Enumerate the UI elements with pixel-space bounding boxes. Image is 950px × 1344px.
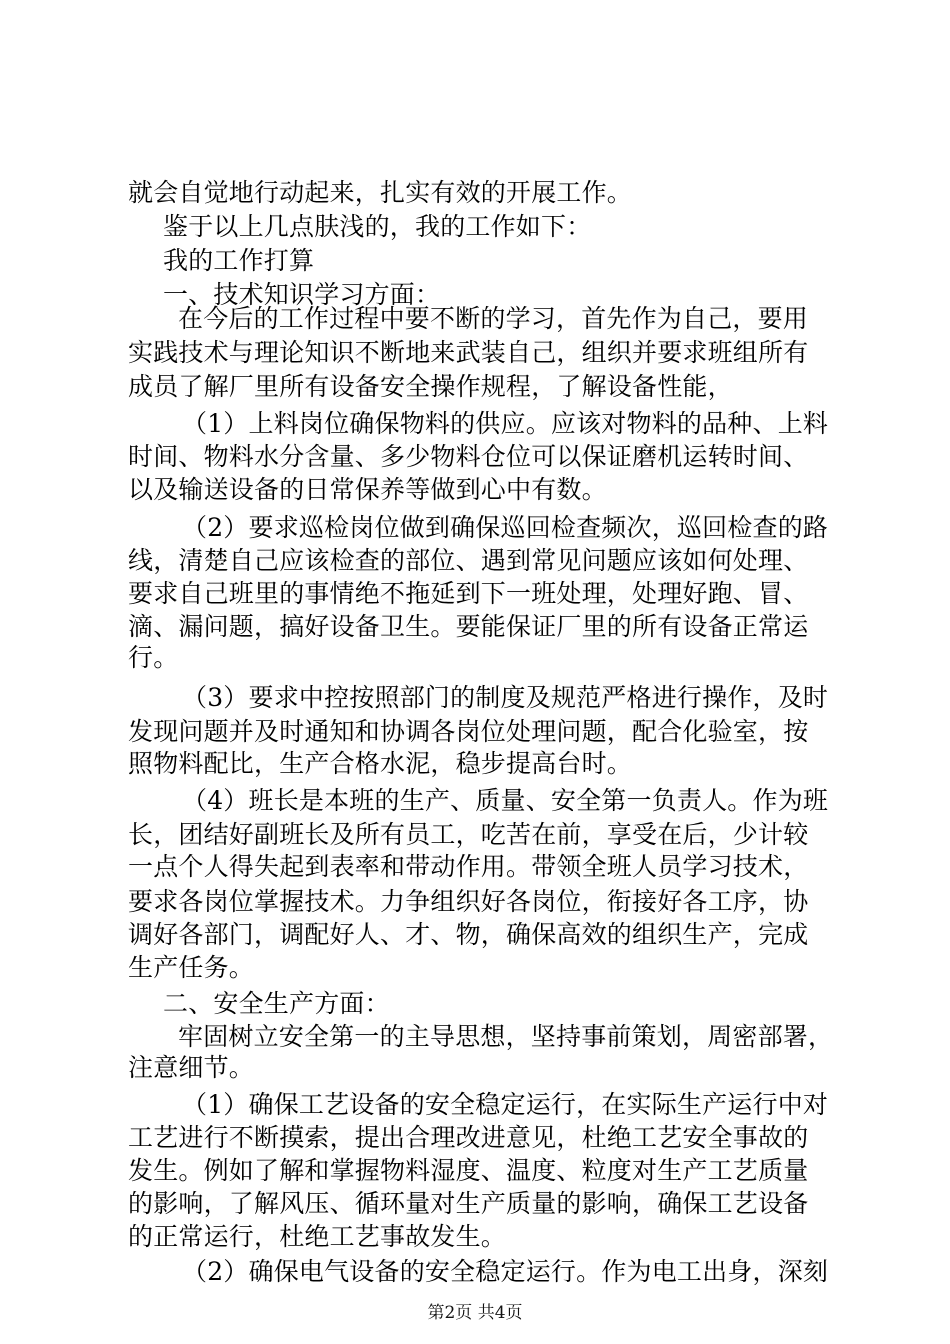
body-line: 长，团结好副班长及所有员工，吃苦在前，享受在后，少计较 xyxy=(128,820,809,849)
body-line: 鉴于以上几点肤浅的，我的工作如下： xyxy=(163,212,592,241)
body-line: 发生。例如了解和掌握物料湿度、温度、粒度对生产工艺质量 xyxy=(128,1156,809,1185)
body-line: 照物料配比，生产合格水泥，稳步提高台时。 xyxy=(128,749,633,778)
body-line: 就会自觉地行动起来，扎实有效的开展工作。 xyxy=(128,178,633,207)
section-heading: 我的工作打算 xyxy=(163,246,315,275)
list-item: （1）上料岗位确保物料的供应。应该对物料的品种、上料 xyxy=(182,409,829,438)
body-line: 滴、漏问题，搞好设备卫生。要能保证厂里的所有设备正常运 xyxy=(128,612,809,641)
body-line: 要求各岗位掌握技术。力争组织好各岗位，衔接好各工序，协 xyxy=(128,887,809,916)
body-line: 生产任务。 xyxy=(128,953,255,982)
body-line: 在今后的工作过程中要不断的学习，首先作为自己，要用 xyxy=(178,304,809,333)
list-item: （3）要求中控按照部门的制度及规范严格进行操作，及时 xyxy=(182,683,829,712)
body-line: 工艺进行不断摸索，提出合理改进意见，杜绝工艺安全事故的 xyxy=(128,1123,809,1152)
list-item: （2）要求巡检岗位做到确保巡回检查频次，巡回检查的路 xyxy=(182,513,829,542)
body-line: 行。 xyxy=(128,643,179,672)
body-line: 的正常运行，杜绝工艺事故发生。 xyxy=(128,1222,507,1251)
body-line: 一点个人得失起到表率和带动作用。带领全班人员学习技术， xyxy=(128,852,809,881)
body-line: 时间、物料水分含量、多少物料仓位可以保证磨机运转时间、 xyxy=(128,442,809,471)
body-line: 实践技术与理论知识不断地来武装自己，组织并要求班组所有 xyxy=(128,338,809,367)
list-item: （2）确保电气设备的安全稳定运行。作为电工出身，深刻 xyxy=(182,1257,829,1286)
body-line: 以及输送设备的日常保养等做到心中有数。 xyxy=(128,475,607,504)
list-item: （1）确保工艺设备的安全稳定运行，在实际生产运行中对 xyxy=(182,1090,829,1119)
body-line: 调好各部门，调配好人、才、物，确保高效的组织生产，完成 xyxy=(128,920,809,949)
body-line: 的影响，了解风压、循环量对生产质量的影响，确保工艺设备 xyxy=(128,1189,809,1218)
section-heading: 二、安全生产方面： xyxy=(163,989,390,1018)
page-number-footer: 第2页 共4页 xyxy=(427,1303,523,1323)
body-line: 发现问题并及时通知和协调各岗位处理问题，配合化验室，按 xyxy=(128,717,809,746)
body-line: 线，清楚自己应该检查的部位、遇到常见问题应该如何处理、 xyxy=(128,546,809,575)
body-line: 牢固树立安全第一的主导思想，坚持事前策划，周密部署， xyxy=(178,1022,834,1051)
section-heading: 一、技术知识学习方面： xyxy=(163,280,441,309)
list-item: （4）班长是本班的生产、质量、安全第一负责人。作为班 xyxy=(182,786,829,815)
body-line: 要求自己班里的事情绝不拖延到下一班处理，处理好跑、冒、 xyxy=(128,579,809,608)
body-line: 成员了解厂里所有设备安全操作规程，了解设备性能， xyxy=(128,372,733,401)
body-line: 注意细节。 xyxy=(128,1053,255,1082)
